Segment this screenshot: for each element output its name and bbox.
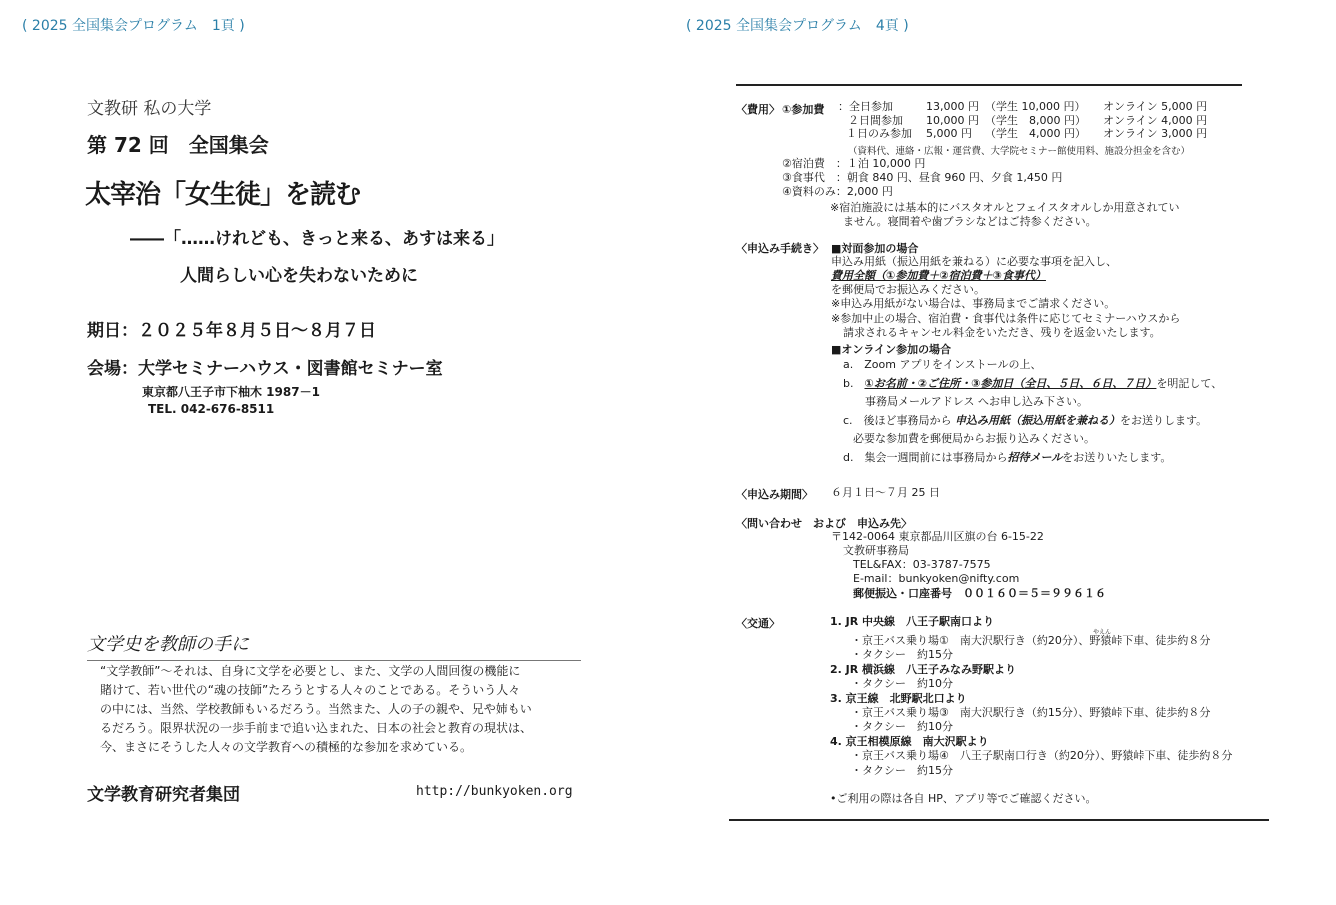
fee-row [838, 114, 1213, 128]
fee-row [838, 100, 1213, 114]
history-line: の中には、当然、学校教師もいるだろう。当然また、人の子の親や、兄や姉もい [100, 702, 532, 716]
contact-office: 文教研事務局 [843, 544, 909, 557]
transport-line: ・タクシー 約10分 [851, 677, 953, 690]
fee-online: オンライン 5,000 円 [1103, 100, 1208, 113]
transport-line: ・京王バス乗り場③ 南大沢駅行き（約15分）、野猿峠下車、徒歩約８分 [851, 706, 1211, 719]
apply-label: 〈申込み手続き〉 [736, 242, 824, 255]
fees-label: 〈費用〉 [736, 103, 780, 116]
online-step-b-prefix: b. [843, 377, 865, 390]
online-title: ■オンライン参加の場合 [831, 343, 952, 356]
towel-note: ※宿泊施設には基本的にバスタオルとフェイスタオルしか用意されてい [830, 201, 1180, 214]
online-step-c-suffix: をお送りします。 [1120, 414, 1208, 427]
fee-online: オンライン 3,000 円 [1103, 127, 1208, 141]
subtitle-theme: 人間らしい心を失わないために [180, 266, 418, 286]
main-title: 太宰治「女生徒」を読む [85, 180, 361, 210]
subtitle-quote: ――「……けれども、きっと来る、あすは来る」 [130, 229, 504, 249]
fee-student: （学生 4,000 円） [985, 127, 1086, 141]
online-step-b [843, 377, 1222, 391]
transport-line: 4. 京王相模原線 南大沢駅より [830, 735, 989, 748]
fees-materials: ④資料のみ：2,000 円 [782, 185, 893, 198]
fee-name: １日のみ参加 [846, 127, 912, 141]
fee-student: （学生 8,000 円） [985, 113, 1086, 127]
fee-amount: 13,000 円 [926, 100, 979, 113]
transport-line: ・京王バス乗り場④ 八王子駅南口行き（約20分）、野猿峠下車、徒歩約８分 [851, 749, 1233, 762]
online-step-c-line2: 必要な参加費を郵便局からお振り込みください。 [853, 432, 1095, 445]
contact-postal-account: 郵便振込・口座番号 ００１６０＝５＝９９６１６ [853, 587, 1106, 600]
fee-row [838, 127, 1213, 141]
event-dates: 期日：２０２５年８月５日～８月７日 [87, 321, 376, 341]
history-line: 賭けて、若い世代の“魂の技師”たろうとする人々のことである。そういう人々 [100, 683, 521, 697]
transport-line: ・タクシー 約15分 [851, 764, 953, 777]
transport-ruby: やえん [1093, 629, 1112, 636]
venue-tel: TEL. 042-676-8511 [148, 402, 275, 416]
inperson-text: を郵便局でお振込みください。 [831, 283, 985, 296]
history-line: 今、まさにそうした人々の文学教育への積極的な参加を求めている。 [100, 740, 473, 754]
venue-address: 東京都八王子市下柚木 1987－1 [142, 385, 320, 399]
online-step-d-emphasis: 招待メール [1007, 451, 1063, 464]
transport-line: ・タクシー 約15分 [851, 648, 953, 661]
history-body [100, 662, 570, 757]
fee-table [838, 100, 1213, 141]
inperson-text: ※申込み用紙がない場合は、事務局までご請求ください。 [831, 297, 1116, 310]
website-link[interactable]: http://bunkyoken.org [416, 784, 573, 799]
group-name: 文学教育研究者集団 [87, 785, 240, 805]
fee-name: ２日間参加 [848, 113, 903, 127]
online-step-d [843, 451, 1171, 465]
transport-line: 1. JR 中央線 八王子駅南口より [830, 615, 995, 628]
bottom-rule [729, 819, 1269, 821]
fee-student: （学生 10,000 円） [985, 100, 1086, 113]
online-step-b-emphasis: ①お名前・②ご住所・③参加日（全日、５日、６日、７日） [864, 377, 1157, 390]
conference-name: 第 72 回 全国集会 [87, 133, 269, 157]
transport-footnote: •ご利用の際は各自 HP、アプリ等でご確認ください。 [830, 792, 1097, 805]
online-step-d-suffix: をお送りいたします。 [1062, 451, 1172, 464]
transport-line: 3. 京王線 北野駅北口より [830, 692, 967, 705]
inperson-text: 申込み用紙（振込用紙を兼ねる）に必要な事項を記入し、 [831, 255, 1117, 268]
inperson-title: ■対面参加の場合 [831, 242, 919, 255]
period-value: ６月１日～７月 25 日 [831, 486, 940, 499]
inperson-text: 請求されるキャンセル料金をいただき、残りを返金いたします。 [843, 326, 1161, 339]
history-line: るだろう。限界状況の一歩手前まで追い込まれた、日本の社会と教育の現状は、 [100, 721, 533, 735]
period-label: 〈申込み期間〉 [736, 488, 813, 501]
contact-telfax: TEL&FAX：03-3787-7575 [853, 558, 991, 571]
fee-amount: 5,000 円 [926, 127, 972, 141]
page-header-right: ( 2025 全国集会プログラム 4頁 ) [686, 18, 909, 34]
fee-amount: 10,000 円 [926, 113, 979, 127]
page-header-left: ( 2025 全国集会プログラム 1頁 ) [22, 18, 245, 34]
towel-note: ません。寝間着や歯ブラシなどはご持参ください。 [843, 215, 1097, 228]
online-step-b-line2: 事務局メールアドレス へお申し込み下さい。 [865, 395, 1088, 408]
fee-online: オンライン 4,000 円 [1103, 113, 1208, 127]
inperson-text: ※参加中止の場合、宿泊費・食事代は条件に応じてセミナーハウスから [831, 312, 1181, 325]
fees-meals: ③食事代 ：朝食 840 円、昼食 960 円、夕食 1,450 円 [782, 171, 1063, 184]
online-step-c-prefix: c. 後ほど事務局から [843, 414, 956, 427]
transport-line: ・京王バス乗り場① 南大沢駅行き（約20分）、野猿峠下車、徒歩約８分 [851, 634, 1211, 647]
contact-address: 〒142-0064 東京都品川区旗の台 6-15-22 [831, 530, 1044, 543]
inperson-total: 費用全額（①参加費＋②宿泊費＋③食事代） [831, 269, 1046, 282]
fee-note: （資料代、連絡・広報・運営費、大学院セミナー館使用料、施設分担金を含む） [848, 146, 1191, 157]
event-venue: 会場：大学セミナーハウス・図書館セミナー室 [87, 359, 443, 379]
transport-line: 2. JR 横浜線 八王子みなみ野駅より [830, 663, 1017, 676]
fee-name: ：全日参加 [838, 100, 893, 113]
fees-item-participation: ①参加費 [782, 103, 825, 116]
history-line: “文学教師”～それは、自身に文学を必要とし、また、文学の人間回復の機能に [100, 664, 521, 678]
online-step-c-emphasis: 申込み用紙（振込用紙を兼ねる） [955, 414, 1121, 427]
online-step-c [843, 414, 1207, 428]
history-title: 文学史を教師の手に [87, 634, 249, 655]
transport-label: 〈交通〉 [736, 617, 780, 630]
online-step-a: a. Zoom アプリをインストールの上、 [843, 358, 1042, 371]
fees-lodging: ②宿泊費 ：１泊 10,000 円 [782, 157, 926, 170]
online-step-b-suffix: を明記して、 [1156, 377, 1223, 390]
contact-label: 〈問い合わせ および 申込み先〉 [736, 517, 912, 530]
online-step-d-prefix: d. 集会一週間前には事務局から [843, 451, 1008, 464]
history-divider [87, 660, 581, 661]
organization-name: 文教研 私の大学 [87, 99, 212, 119]
contact-email[interactable]: E-mail：bunkyoken@nifty.com [853, 572, 1020, 585]
transport-line: ・タクシー 約10分 [851, 720, 953, 733]
top-rule [736, 84, 1242, 86]
